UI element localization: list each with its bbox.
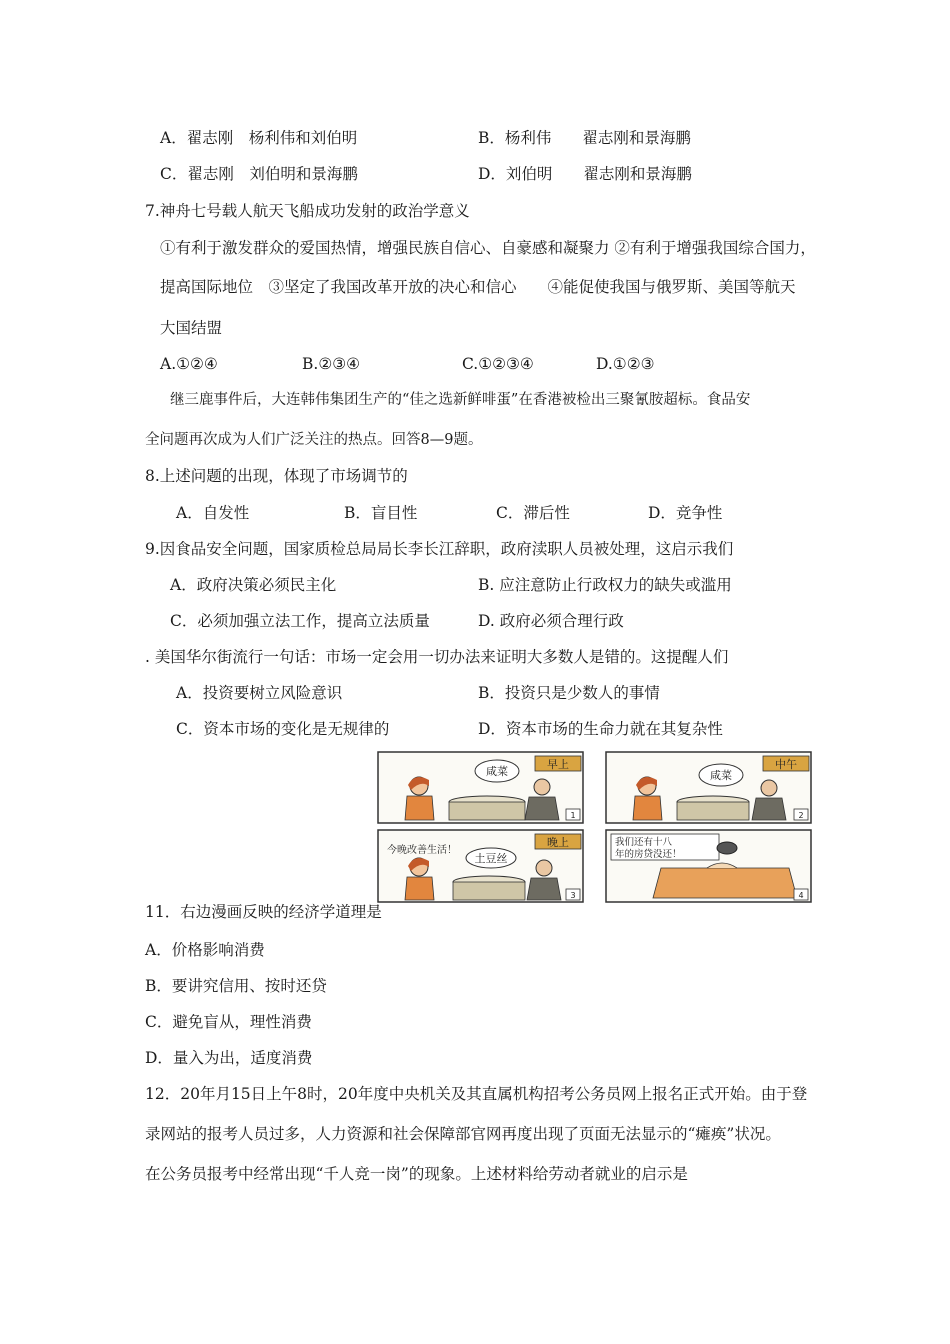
panel-3-speech-bubble: 土豆丝 [474,852,508,865]
q9-option-b: B. 应注意防止行政权力的缺失或滥用 [478,576,732,594]
material-passage: 继三鹿事件后，大连韩伟集团生产的“佳之选新鲜啡蛋”在香港被检出三聚氰胺超标。食品安 [170,392,751,408]
q8-option-b: B．盲目性 [344,504,418,522]
q11-option-a: A．价格影响消费 [145,941,265,959]
q11-option-d: D．量入为出，适度消费 [145,1049,313,1067]
q10-stem: . 美国华尔街流行一句话：市场一定会用一切办法来证明大多数人是错的。这提醒人们 [145,648,729,666]
panel-2-time-label: 中午 [775,758,797,771]
q8-stem: 8.上述问题的出现，体现了市场调节的 [145,467,408,485]
q7-option-a: A.①②④ [160,355,218,373]
q7-statement-line: 大国结盟 [160,319,223,337]
q11-option-b: B．要讲究信用、按时还贷 [145,977,327,995]
q7-stem: 7.神舟七号载人航天飞船成功发射的政治学意义 [145,202,470,220]
comic-panel-1 [378,752,583,823]
q7-statement-line: 提高国际地位 ③坚定了我国改革开放的决心和信心 ④能促使我国与俄罗斯、美国等航天 [160,278,796,296]
comic-panel-2 [606,752,811,823]
comic-strip [377,750,812,905]
q8-option-d: D．竞争性 [648,504,723,522]
q11-stem: 11．右边漫画反映的经济学道理是 [145,903,382,921]
q7-statement-line: ①有利于激发群众的爱国热情，增强民族自信心、自豪感和凝聚力 ②有利于增强我国综合国力， [160,239,816,257]
panel-3-number: 3 [570,891,576,900]
q7-option-b: B.②③④ [302,355,361,373]
panel-1-speech-bubble: 咸菜 [486,765,508,778]
q8-option-a: A．自发性 [176,504,250,522]
panel-4-speech-line: 我们还有十八 [615,837,673,848]
q9-stem: 9.因食品安全问题，国家质检总局局长李长江辞职，政府渎职人员被处理，这启示我们 [145,540,734,558]
q9-option-d: D. 政府必须合理行政 [478,612,624,630]
q9-option-a: A．政府决策必须民主化 [170,576,337,594]
panel-4-number: 4 [798,891,804,900]
material-passage: 全问题再次成为人们广泛关注的热点。回答8—9题。 [145,432,483,448]
q10-option-b: B．投资只是少数人的事情 [478,684,660,702]
q7-option-c: C.①②③④ [462,355,534,373]
panel-3-time-label: 晚上 [547,836,569,849]
panel-1-time-label: 早上 [547,758,569,771]
panel-1-number: 1 [570,811,576,820]
q12-stem-line: 在公务员报考中经常出现“千人竞一岗”的现象。上述材料给劳动者就业的启示是 [145,1165,688,1183]
panel-2-number: 2 [798,811,804,820]
panel-2-speech-bubble: 咸菜 [710,769,732,782]
q12-stem-line: 12．20年月15日上午8时，20年度中央机关及其直属机构招考公务员网上报名正式开始。由于登 [145,1085,808,1103]
comic-panel-3 [378,830,583,902]
q9-option-c: C．必须加强立法工作，提高立法质量 [170,612,430,630]
q6-option-a: A．翟志刚 杨利伟和刘伯明 [160,129,358,147]
q6-option-b: B．杨利伟 翟志刚和景海鹏 [478,129,691,147]
q10-option-a: A．投资要树立风险意识 [176,684,343,702]
q11-option-c: C．避免盲从，理性消费 [145,1013,312,1031]
q6-option-d: D．刘伯明 翟志刚和景海鹏 [478,165,692,183]
panel-4-speech-line: 年的房贷没还！ [615,849,682,860]
q12-stem-line: 录网站的报考人员过多，人力资源和社会保障部官网再度出现了页面无法显示的“瘫痪”状况。 [145,1125,781,1143]
q6-option-c: C．翟志刚 刘伯明和景海鹏 [160,165,358,183]
q8-option-c: C．滞后性 [496,504,570,522]
comic-panel-4 [606,830,811,902]
q7-option-d: D.①②③ [596,355,655,373]
q10-option-c: C．资本市场的变化是无规律的 [176,720,390,738]
q10-option-d: D．资本市场的生命力就在其复杂性 [478,720,723,738]
panel-3-speech: 今晚改善生活！ [387,845,457,856]
